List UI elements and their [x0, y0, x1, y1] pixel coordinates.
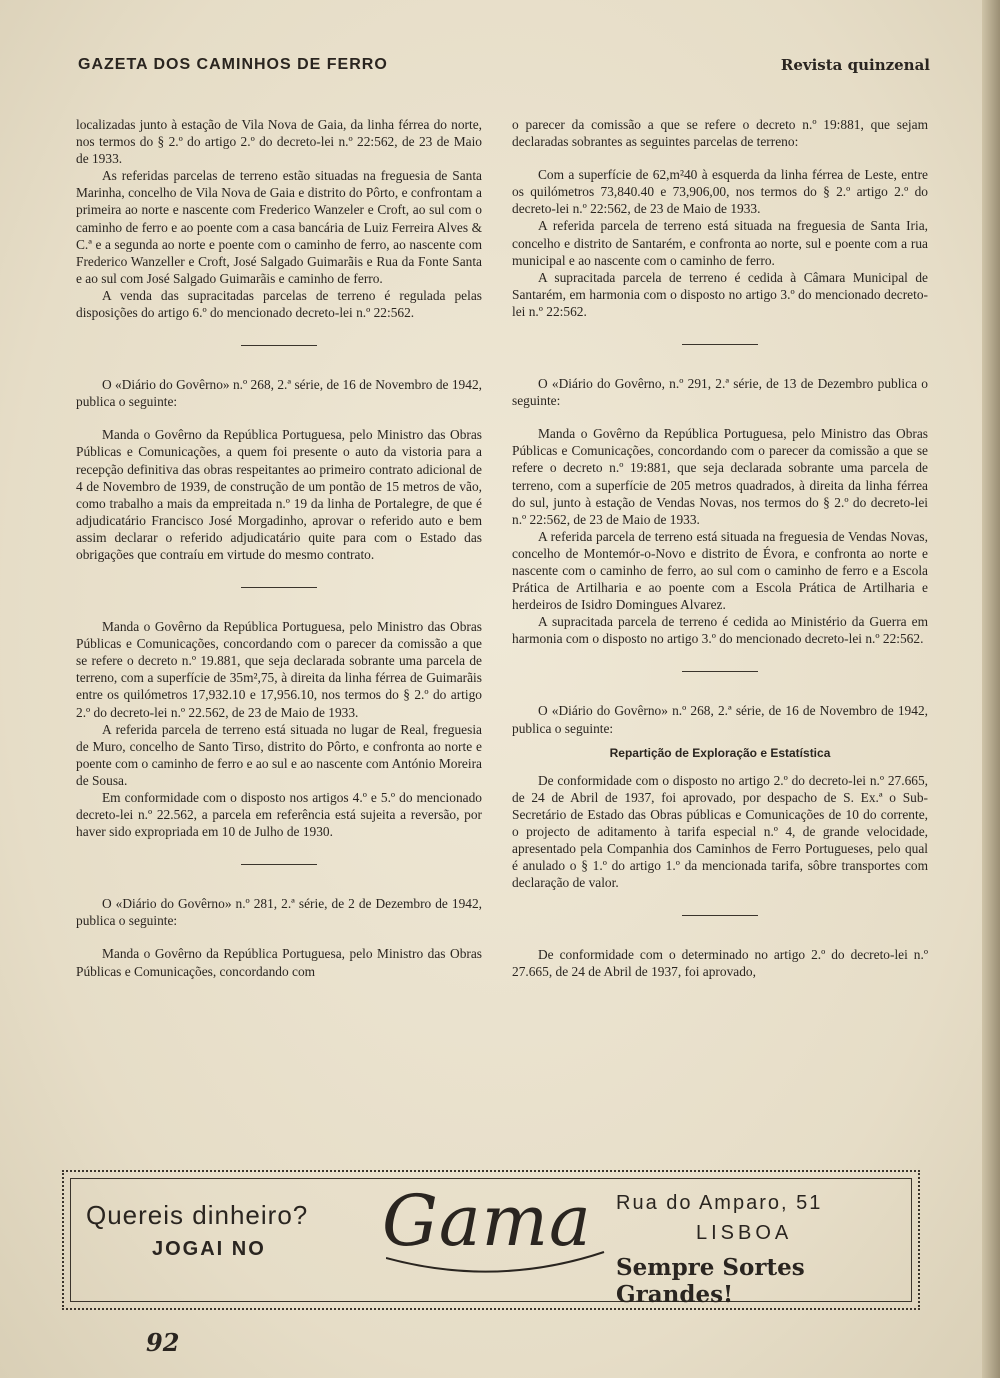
paragraph: De conformidade com o disposto no artigo 2.º do decreto-lei n.º 27.665, de 24 de Abril de 1937, foi aprovado, por despacho de S. Ex.ª o Sub-Secretário de Estado das Obras públicas e Comunicações de 10 do corrente, o projecto de aditamento à tarifa especial n.º 4, de grande velocidade, apresentado pela Companhia dos Caminhos de Ferro Portugueses, pelo qual é anulado o § 1.º do artigo 1.º da mencionada tarifa, sôbre transportes com declaração de valor.	[512, 772, 928, 891]
advert-brand-logo: Gama	[382, 1180, 592, 1262]
section-divider	[682, 344, 758, 345]
section-divider	[241, 864, 317, 865]
section-divider	[241, 587, 317, 588]
paragraph: O «Diário do Govêrno» n.º 268, 2.ª série, de 16 de Novembro de 1942, publica o seguinte:	[512, 703, 928, 736]
right-column	[512, 116, 928, 981]
paragraph: O «Diário do Govêrno» n.º 268, 2.ª série, de 16 de Novembro de 1942, publica o seguinte:	[76, 377, 482, 410]
paragraph: A referida parcela de terreno está situada na freguesia de Santa Iria, concelho e distrito de Santarém, e confronta ao norte, sul e poente com a rua municipal e ao nascente com o caminho de ferro.	[512, 218, 928, 268]
advert-subline: JOGAI NO	[152, 1238, 266, 1260]
paragraph: Manda o Govêrno da República Portuguesa, pelo Ministro das Obras Públicas e Comunicações, a quem foi presente o auto da vistoria para a recepção definitiva das obras respeitantes ao primeiro contrato adicional de 4 de Novembro de 1939, de construção de um pontão de 15 metros de vão, como trabalho a mais da empreitada n.º 19 da linha de Portalegre, de que é adjudicatário Francisco José Morgadinho, aprovar o referido auto e bem assim declarar o referido adjudicatário quite para com o Estado das obrigações que contraíu em virtude do mesmo contrato.	[76, 427, 482, 562]
running-header	[78, 56, 930, 82]
paragraph: A supracitada parcela de terreno é cedida ao Ministério da Guerra em harmonia com o disposto no artigo 3.º do mencionado decreto-lei n.º 22:562.	[512, 614, 928, 647]
publication-title: GAZETA DOS CAMINHOS DE FERRO	[78, 56, 388, 73]
paragraph: o parecer da comissão a que se refere o decreto n.º 19:881, que sejam declaradas sobrantes as seguintes parcelas de terreno:	[512, 117, 928, 150]
section-subheading: Repartição de Exploração e Estatística	[609, 745, 831, 760]
brand-swash-icon	[386, 1208, 606, 1278]
paragraph: A referida parcela de terreno está situada na freguesia de Vendas Novas, concelho de Montemór-o-Novo e distrito de Évora, e confronta ao norte e nascente com o caminho de ferro, ao sul com o caminho de ferro e a Escola Prática de Artilharia e ao poente com a Escola Prática de Artilharia e herdeiros de Isidro Domingues Alvarez.	[512, 528, 928, 613]
publication-subtitle: Revista quinzenal	[780, 56, 930, 74]
paragraph: Manda o Govêrno da República Portuguesa, pelo Ministro das Obras Públicas e Comunicações, concordando com o parecer da comissão a que se refere o decreto n.º 19.881, que seja declarada sobrante uma parcela de terreno, com a superfície de 35m²,75, à direita da linha férrea de Guimarãis entre os quilómetros 17,932.10 e 17,956.10, nos termos do § 2.º do artigo 2.º do decreto-lei n.º 22.562, de 23 de Maio de 1933.	[76, 619, 482, 720]
paragraph: Em conformidade com o disposto nos artigos 4.º e 5.º do mencionado decreto-lei n.º 22.562, a parcela em referência está sujeita a reversão, por haver sido expropriada em 10 de Julho de 1930.	[76, 790, 482, 840]
paragraph: A supracitada parcela de terreno é cedida à Câmara Municipal de Santarém, em harmonia com o disposto no artigo 3.º do mencionado decreto-lei n.º 22:562.	[512, 269, 928, 319]
advert-address: Rua do Amparo, 51	[616, 1192, 823, 1214]
paragraph: Manda o Govêrno da República Portuguesa, pelo Ministro das Obras Públicas e Comunicações, concordando com	[76, 946, 482, 979]
paragraph: Manda o Govêrno da República Portuguesa, pelo Ministro das Obras Públicas e Comunicações, concordando com o parecer da comissão a que se refere o decreto n.º 19:881, que seja declarada sobrante uma parcela de terreno, com a superfície de 205 metros quadrados, à direita da linha férrea do sul, junto à estação de Vendas Novas, nos termos do § 2.º do decreto-lei n.º 22:562, de 23 de Maio de 1933.	[512, 426, 928, 527]
paragraph: As referidas parcelas de terreno estão situadas na freguesia de Santa Marinha, concelho de Vila Nova de Gaia e distrito do Pôrto, e confrontam a primeira ao norte e nascente com Frederico Wanzeler e Croft, ao sul com o caminho de ferro e ao poente com a casa bancária de Luiz Ferreira Alves & C.ª e a segunda ao norte e poente com o caminho de ferro, ao nascente com Frederico Wanzeller e Croft, José Salgado Guimarãis e Rua da Fonte Santa e ao sul com José Salgado Guimarãis e caminho de ferro.	[76, 168, 482, 286]
page-spine-shadow	[982, 0, 1000, 1378]
paragraph: Com a superfície de 62,m²40 à esquerda da linha férrea de Leste, entre os quilómetros 73,840.40 e 73,906,00, nos termos do § 2.º artigo 2.º do decreto-lei n.º 22:562, de 23 de Maio de 1933.	[512, 167, 928, 217]
advert-slogan: Sempre Sortes Grandes!	[616, 1254, 805, 1308]
paragraph: De conformidade com o determinado no artigo 2.º do decreto-lei n.º 27.665, de 24 de Abril de 1937, foi aprovado,	[512, 947, 928, 980]
section-divider	[682, 915, 758, 916]
page-number: 92	[146, 1328, 180, 1357]
paragraph: A referida parcela de terreno está situada no lugar de Real, freguesia de Muro, concelho de Santo Tirso, distrito do Pôrto, e confronta ao norte e poente com o caminho de ferro e ao sul e ao nascente com António Moreira de Sousa.	[76, 721, 482, 788]
paragraph: localizadas junto à estação de Vila Nova de Gaia, da linha férrea do norte, nos termos do § 2.º do artigo 2.º do decreto-lei n.º 22:562, de 23 de Maio de 1933.	[76, 117, 482, 167]
advert-city: LISBOA	[696, 1222, 793, 1244]
section-divider	[682, 671, 758, 672]
section-divider	[241, 345, 317, 346]
paragraph: O «Diário do Govêrno, n.º 291, 2.ª série, de 13 de Dezembro publica o seguinte:	[512, 376, 928, 409]
advert-headline: Quereis dinheiro?	[86, 1200, 309, 1230]
lottery-advertisement	[62, 1170, 920, 1310]
left-column	[76, 116, 482, 980]
paragraph: O «Diário do Govêrno» n.º 281, 2.ª série, de 2 de Dezembro de 1942, publica o seguinte:	[76, 896, 482, 929]
paragraph: A venda das supracitadas parcelas de terreno é regulada pelas disposições do artigo 6.º do mencionado decreto-lei n.º 22:562.	[76, 287, 482, 321]
